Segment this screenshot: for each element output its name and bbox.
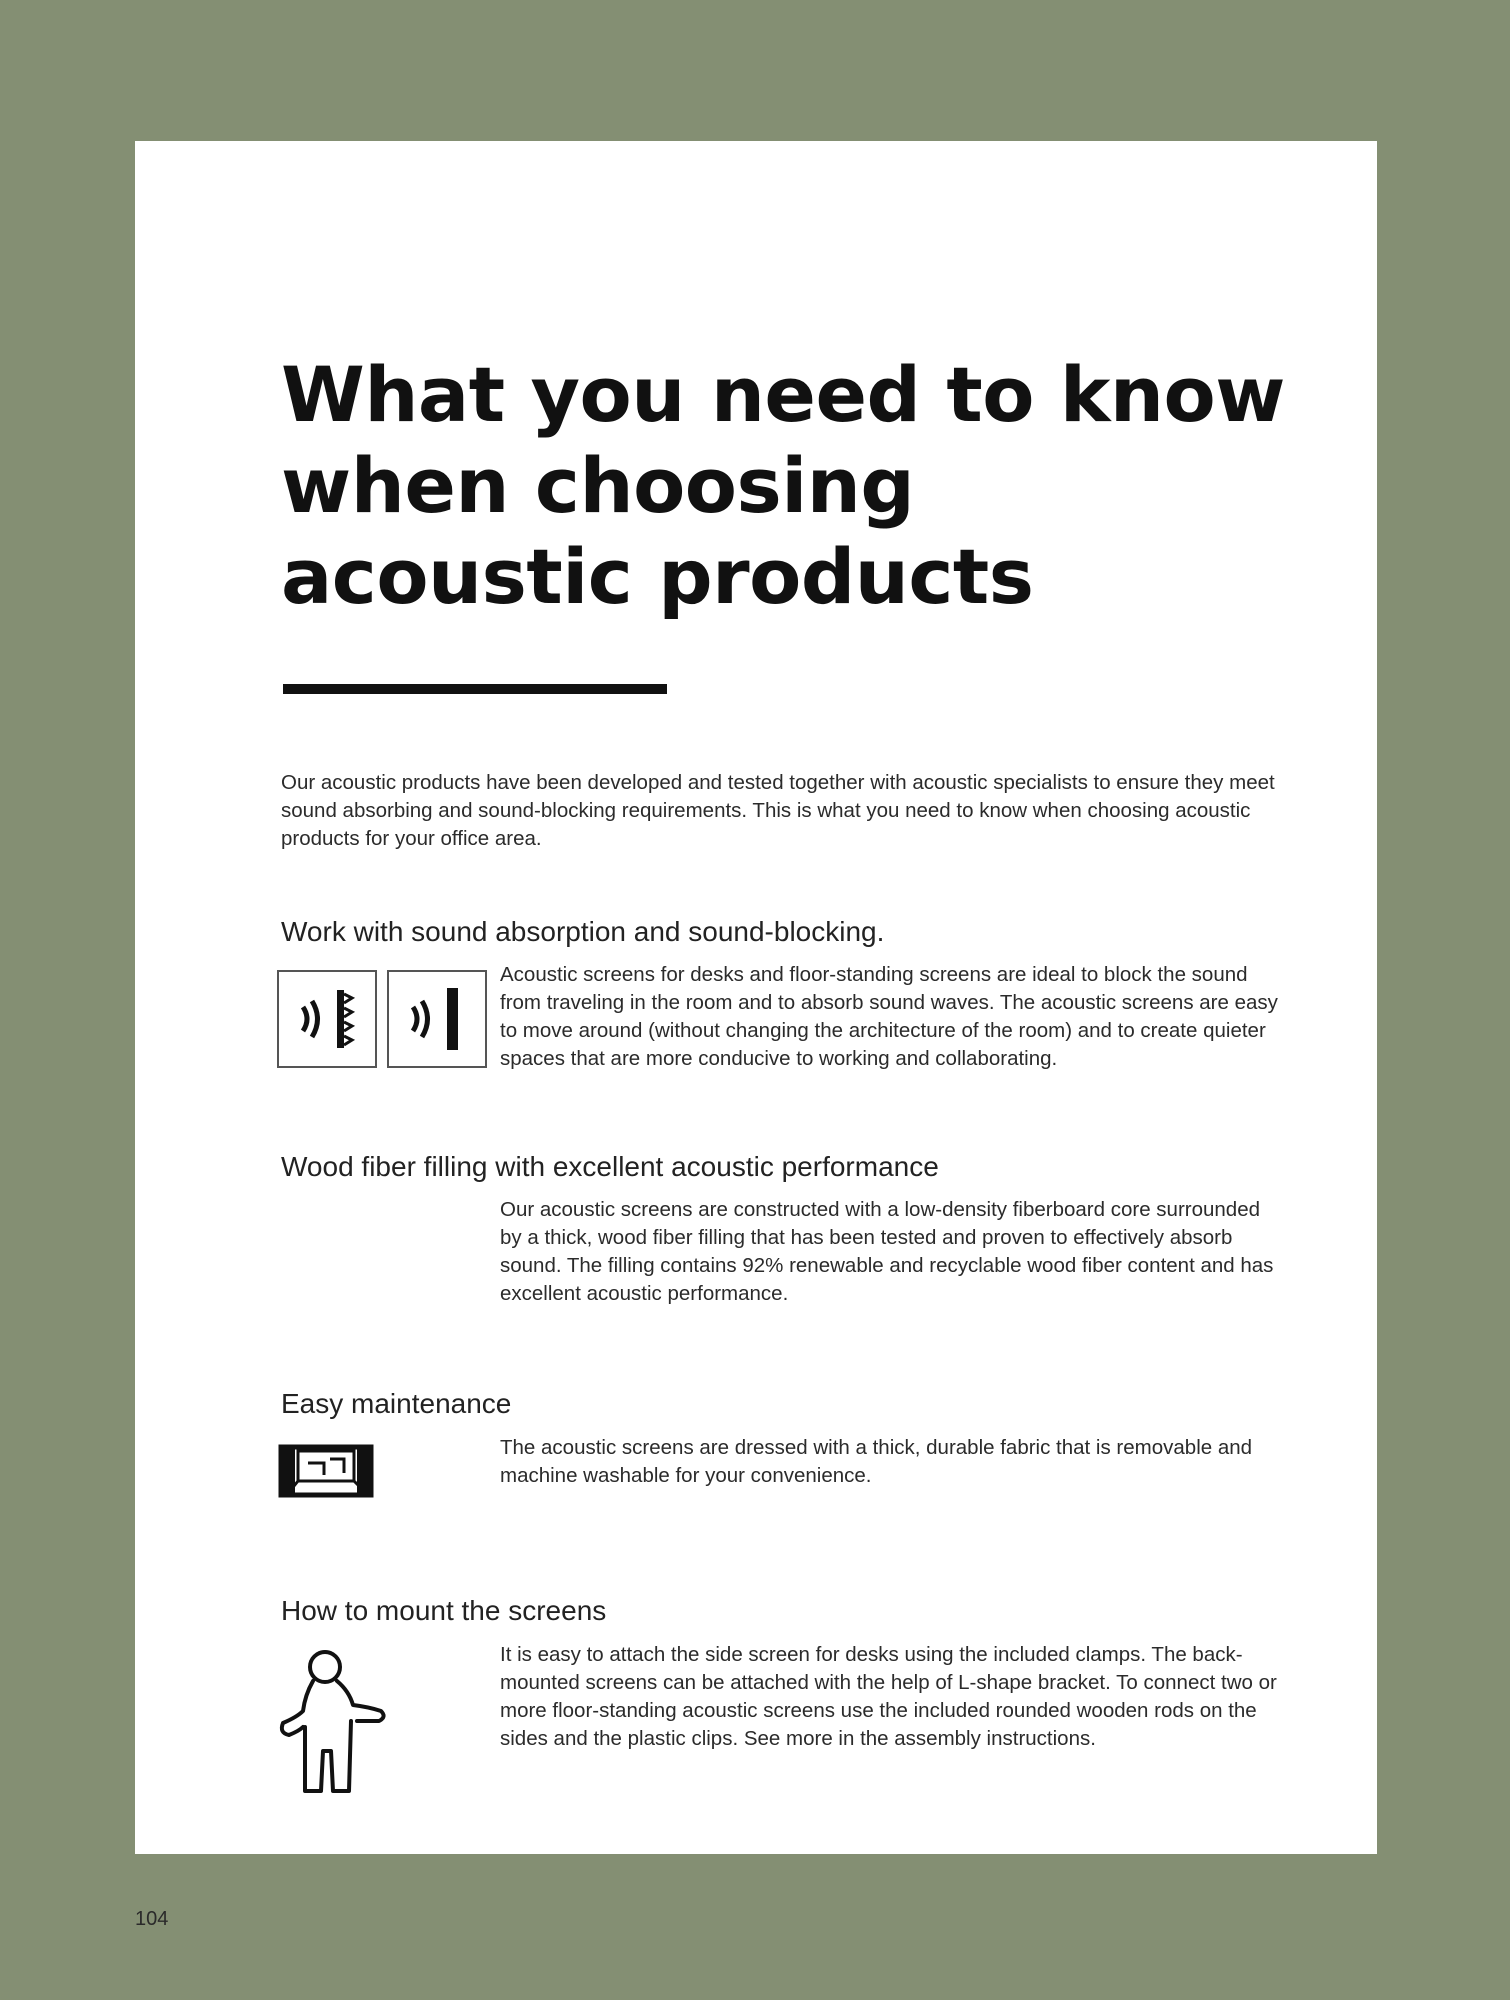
section-heading-sound: Work with sound absorption and sound-blocking. [281,916,885,947]
intro-paragraph: Our acoustic products have been developed and tested together with acoustic specialists to ensure they meet sound absorbing and sound-blocking requirements. This is what you need to know when choosing acoustic products for your office area. [281,771,1275,850]
section-heading-wood-fiber: Wood fiber filling with excellent acoustic performance [281,1151,939,1182]
section-body-wood-fiber: Our acoustic screens are constructed with a low-density fiberboard core surrounded by a thick, wood fiber filling that has been tested and proven to effectively absorb sound. The filling contains 92% renewable and recyclable wood fiber content and has excellent acoustic performance. [500,1198,1274,1305]
sound-blocking-icon [387,970,487,1068]
assembly-person-icon [275,1647,395,1797]
page-title [281,349,1301,622]
page-number: 104 [135,1908,169,1930]
section-body-mounting: It is easy to attach the side screen for desks using the included clamps. The back-mounted screens can be attached with the help of L-shape bracket. To connect two or more floor-standing acoustic screens use the included rounded wooden rods on the sides and the plastic clips. See more in the assembly instructions. [500,1643,1277,1750]
section-body-sound: Acoustic screens for desks and floor-standing screens are ideal to block the sound from traveling in the room and to absorb sound waves. The acoustic screens are easy to move around (without changing the architecture of the room) and to create quieter spaces that are more conducive to working and collaborating. [500,963,1278,1070]
document-page [135,141,1377,1854]
section-heading-mounting: How to mount the screens [281,1595,607,1626]
title-line: acoustic products [281,532,1034,621]
removable-cover-icon [278,1437,376,1499]
section-body-maintenance: The acoustic screens are dressed with a thick, durable fabric that is removable and machine washable for your convenience. [500,1436,1253,1487]
section-heading-maintenance: Easy maintenance [281,1388,512,1419]
title-divider [283,684,667,694]
sound-absorption-icon [277,970,377,1068]
title-line: when choosing [281,441,915,530]
title-line: What you need to know [281,350,1285,439]
